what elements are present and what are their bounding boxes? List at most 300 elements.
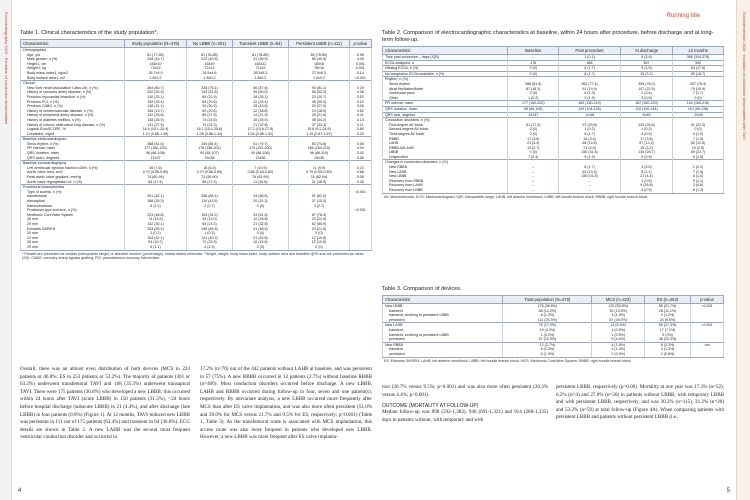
table-cell: 3 (1.3%) (592, 313, 645, 318)
table-cell: 17 (7.2%) (645, 328, 691, 333)
table-cell: 37 (33.3) (289, 123, 349, 128)
right-page-edge (736, 0, 750, 500)
table-cell: 0.42 (349, 151, 371, 156)
table-cell: 1.10 (0.86-1.45) (124, 132, 187, 137)
table2-footnote: AV: atrioventricular; ECG: electrocardiogram; IQR: interquartile range; LAHB: left anterior hemiblock; LBBB: left bundle branch block; RBBB: right bundle branch block (384, 194, 648, 199)
table-cell: 6 (1.3) (673, 188, 724, 193)
row-label: 29 mm (21, 245, 125, 250)
row-label: Sinus rhythm (383, 82, 508, 87)
table-cell: 96 (86-108) (124, 151, 187, 156)
table-cell: 165±10 (124, 62, 187, 67)
table-cell: 4 (3-6) (620, 55, 672, 61)
table-cell: 223 (46.8) (124, 213, 187, 218)
column-header: Total population (N=476) (503, 296, 592, 304)
table-cell: 0.98 (349, 53, 371, 58)
table-cell: <0.001 (349, 76, 371, 81)
table-cell: 1.9±0.2 (289, 76, 349, 81)
table3 (382, 295, 724, 358)
row-label: New York Heart Association Class ≥III, n (%) (21, 86, 125, 91)
table-cell: 72 (23.9) (187, 240, 232, 245)
table-cell: 14 (21.9) (232, 113, 289, 118)
table-cell: 307 (78.3) (673, 82, 724, 87)
row-label: Sinus rhythm, n (%) (21, 142, 125, 147)
table-cell: 106 (19.7) (124, 109, 187, 114)
table-cell: – (559, 179, 621, 184)
column-header: Study population (N=476) (124, 40, 187, 48)
column-header: Persistent LBBB (n=111) (289, 40, 349, 48)
row-label: Prosthesis type and size, n (%) (21, 208, 125, 213)
row-label: First-degree AV block (383, 123, 508, 128)
row-label: New LBBB (383, 174, 508, 179)
table-cell: 58 (12.2%) (503, 309, 592, 314)
table-cell: – (508, 174, 559, 179)
table-cell: 91 (82.0) (289, 194, 349, 199)
row-label: Time post procedure – days (IQR) (383, 55, 508, 61)
table-cell: – (508, 170, 559, 175)
table-cell: 129 (104-145) (559, 106, 621, 112)
table-cell: 150 (31.5) (559, 174, 621, 179)
table-cell: 19 (4.3%) (503, 328, 592, 333)
row-label: Weight1, kg (21, 66, 125, 71)
table-cell: 15±38 (187, 156, 232, 161)
table-cell: 55 (21.7%) (645, 304, 691, 309)
table-cell: 4 (0.9) (620, 132, 672, 137)
table-cell: 8 (1.7) (559, 132, 621, 137)
table-cell: 28 (21.6) (289, 113, 349, 118)
table-cell: 1 (0.6) (620, 179, 672, 184)
table-cell: 1 (0.2) (508, 96, 559, 101)
row-label: persistent (383, 352, 503, 357)
row-label: Previous PCI, n (%) (21, 100, 125, 105)
row-label: PR interval, msec (383, 101, 508, 107)
table-cell: 0 (0) (232, 245, 289, 250)
table-cell: 7 (10.9) (232, 166, 289, 171)
table-cell: 26.7±4.9 (124, 71, 187, 76)
table-cell: 24 (21.6) (289, 227, 349, 232)
table-cell: 0.19 (349, 100, 371, 105)
table-cell: 15.8 (9.2-24.5) (289, 127, 349, 132)
table-cell: 21 (4.4) (508, 141, 559, 146)
table-cell: 0.08 (349, 175, 371, 180)
table-cell: 37 (15.3) (289, 199, 349, 204)
table-cell: 12 (10.8) (289, 236, 349, 241)
table-cell: 74 (60-94) (124, 175, 187, 180)
table-cell: 120 (25.8) (620, 123, 672, 128)
table-cell: 0 (0) (673, 127, 724, 132)
row-label: Baseline echocardiography (21, 161, 125, 166)
row-label: transapical (21, 199, 125, 204)
row-label: Recovery from RBBB (383, 179, 508, 184)
table-cell: 39 (60.0) (232, 90, 289, 95)
outcome-subheading: OUTCOME (MORTALITY AT FOLLOW-UP) (382, 403, 479, 410)
row-label: Type of access, n (%) (21, 190, 125, 195)
row-label: Third-degree AV block (383, 132, 508, 137)
table-cell: 97 (20.8) (559, 123, 621, 128)
table-cell: 2 (0.9%) (592, 352, 645, 357)
table-cell: 120 (53.8%) (592, 304, 645, 309)
table-cell: 30 (13.5%) (592, 309, 645, 314)
table-cell: 1 (0.2) (124, 231, 187, 236)
right-body-para-2: Median follow-up was 898 (592-1,383), 946 (691-1,321) and 914 (288-1,335) days in patients without, with temporary and with (382, 409, 548, 423)
table-cell: 0 (0) (508, 91, 559, 96)
table-cell: 0.001 (349, 66, 371, 71)
table-cell: 79 (19.9) (673, 87, 724, 92)
row-label: Height1, cm (21, 62, 125, 67)
table-cell: 89 (29.6) (187, 100, 232, 105)
table-cell: 6 (1.3) (559, 91, 621, 96)
table-cell: 2 (0.7) (187, 204, 232, 209)
table-cell: 96 (86-108) (508, 106, 559, 112)
row-label: 20 mm (21, 231, 125, 236)
column-header: Transient LBBB (n=84) (232, 40, 289, 48)
left-page (12, 0, 380, 500)
table-cell: 7 (1.5) (673, 137, 724, 142)
table-cell: 12 (18.8) (232, 217, 289, 222)
table-cell: 1.8±0.2 (187, 76, 232, 81)
table-cell: 33 (51.6) (232, 213, 289, 218)
table-cell: 16 (3.4) (559, 137, 621, 142)
table-cell: 91 (23.3) (673, 123, 724, 128)
table-cell: – (508, 179, 559, 184)
table-cell: 467 (620, 60, 672, 66)
table-cell: 28 (11.1%) (645, 309, 691, 314)
table-cell: 184 (160-210) (673, 101, 724, 107)
table-cell: 0.14 (349, 118, 371, 123)
table-cell: 30 (27.0) (289, 104, 349, 109)
row-label: transient (383, 309, 503, 314)
left-body-column-1: Overall, there was an almost even distribution of both devices (MCS in 223 patients or 46.8%; ES in 253 patients or 53.2%). The majority of patients (301 or 63.2%) underwent transfemoral TAVI and 168 (35.3%) underwent transapical TAVI. There were 175 patients (36.8%) who developed a new LBBB; this occurred within 24 hours after TAVI (acute LBBB) in 150 patients (31.5%), <24 hours before hospital discharge (subacute LBBB) in 21 (4.4%), and after discharge (late LBBB) in four patients (0.8%) (Figure 1). At 12 months, TAVI-induced new LBBB was persistent in 111 out of 175 patients (63.4%) and transient in 64 (36.6%). ECG details are shown in Table 2. A new LAHB was the second most frequent ventricular conduction disorder and occurred in (20, 366, 190, 441)
table-cell: 24 (18.0) (289, 109, 349, 114)
table-cell: 6±45 (620, 112, 672, 118)
table-cell: 182 (160-210) (559, 101, 621, 107)
table-cell: 83 (74.8) (289, 142, 349, 147)
table-cell: 0.38 (349, 90, 371, 95)
table-cell: <0.001 (691, 304, 724, 309)
table-row (383, 352, 724, 357)
table-cell: 0 (0) (232, 204, 289, 209)
row-label: Conduction disorders, n (%) (383, 118, 508, 123)
table-cell: 95 (86-106) (232, 151, 289, 156)
table-cell: 119 (43.5) (187, 199, 232, 204)
table-cell: 168 (35.3) (124, 199, 187, 204)
column-header: p-value (349, 40, 371, 48)
table-cell: 17.2 (10.6-27.8) (232, 127, 289, 132)
table-cell: 6 (1.3%) (503, 352, 592, 357)
row-label: 23 mm (21, 236, 125, 241)
table-cell: 28 (43.8) (232, 104, 289, 109)
row-label: New LBBB (383, 304, 503, 309)
table-cell: 4 (1.3) (187, 245, 232, 250)
table-cell: 142 (30.1) (124, 222, 187, 227)
table-cell: 50 (12.8) (673, 141, 724, 146)
table-cell: 58 (17.9) (187, 180, 232, 185)
table-cell: 0 (0) (232, 231, 289, 236)
table-cell: 110 (95-136) (673, 106, 724, 112)
table-cell: 110 (23.1) (124, 95, 187, 100)
column-header: Baseline (508, 47, 559, 55)
table1 (20, 39, 372, 251)
table-cell: 175 (36.8%) (503, 304, 592, 309)
table-cell: 98 (88-110) (289, 151, 349, 156)
row-label: Recovery from LBBB (383, 188, 508, 193)
right-side-strip: EuroIntervention 2019 · Evolution of conduction abnormalities after TAVI (742, 12, 747, 140)
table3-footnote: ES: Edwards SAPIEN; LAHB: left anterior hemiblock; LBBB: left bundle branch block; MCS: Medtronic CoreValve System; RBBB: right bundle branch block (384, 358, 631, 363)
table-cell: 153 (51.8) (187, 90, 232, 95)
table-cell: 0.23 (349, 166, 371, 171)
table-cell: 73 (24.3) (187, 123, 232, 128)
row-label: Other (383, 96, 508, 101)
row-label: Body mass index1, kg/m2 (21, 71, 125, 76)
table-cell: 21 (18.9) (289, 180, 349, 185)
table-cell: 384 (80.7) (124, 86, 187, 91)
right-body-para-1: tion (20.7% versus 9.5%; p<0.001) and was also more often persistent (20.3% versus 4.4%; p<0.001). (382, 384, 548, 398)
table-cell: 12 (18.8) (232, 109, 289, 114)
table-cell: 71±15 (232, 66, 289, 71)
table-cell: 1.19 (0.87-1.57) (289, 132, 349, 137)
column-header: ES (n=253) (645, 296, 691, 304)
row-label: New RBBB (383, 165, 508, 170)
row-label: Baseline electrocardiogram (21, 137, 125, 142)
table-cell: 44 (68.8) (232, 194, 289, 199)
table-cell: <0.001 (349, 190, 371, 195)
left-body-column-2: 17.2% (n=76) out of the 442 patients without LAHB at baseline, and was persistent in 57 (75%). A new RBBB occurred in 12 patients (2.7%) without baseline RBBB (n=466). Most conduction disorders occurred before discharge. A new LBBB, LAHB and RBBB occurred during follow-up in four, seven and one patient(s), respectively. By univariate analysis, a new LBBB occurred more frequently after MCS than after ES valve implantation, and was also more often persistent (51.0% and 39.0% for MCS versus 21.7% and 9.5% for ES, respectively; p<0.001) (Table 1, Table 3). As the transfemoral route is associated with MCS implantation, this access route was also more frequent in patients who developed new LBBB. However, a new LBBB was more frequent after ES valve implanta- (200, 366, 372, 441)
row-label: persistent (383, 337, 503, 342)
table-cell: 81 (78-85) (232, 53, 289, 58)
row-label: New RBBB (383, 342, 503, 347)
table-cell: 83 (17.4) (124, 180, 187, 185)
column-header: No LBBB (n=301) (187, 40, 232, 48)
table-cell: 90 (81.1) (289, 86, 349, 91)
table-cell: 252 (52.9) (124, 90, 187, 95)
table-cell: 22 (34.4) (232, 100, 289, 105)
table1-footnote: * Parallel are presented as median (interquartile range) or absolute number (percentage), unless stated otherwise. ¹Height, weight, body mass index, body surface area and baseline QRS axis are presented as mean (SD). CABG: coronary artery bypass grafting; PCI: percutaneous coronary intervention. (22, 251, 364, 260)
table-cell: 0 (0) (508, 66, 559, 72)
table-cell: 81 (77-85) (124, 53, 187, 58)
table-cell: 10 (15.6) (232, 240, 289, 245)
row-label: New LAHB (383, 170, 508, 175)
table-cell: 0.09 (349, 57, 371, 62)
row-label: transfemoral (21, 194, 125, 199)
table-cell: 3 (0.6) (673, 183, 724, 188)
table-cell: 170 (152-200) (232, 146, 289, 151)
table-cell: 17 (3.6) (620, 137, 672, 142)
table-cell: 0 (0) (289, 231, 349, 236)
row-label: LAHB (383, 141, 508, 146)
table-cell: 89 (22.7) (673, 150, 724, 155)
table-cell: 159 (33.4) (124, 100, 187, 105)
table-cell: 160±8 (289, 62, 349, 67)
row-label: transient, evolving to persistent LBBB (383, 333, 503, 338)
column-header: p-value (691, 296, 724, 304)
table-cell: – (559, 188, 621, 193)
table-cell: 392 (673, 60, 724, 66)
row-label: Edwards SAPIEN (21, 227, 125, 232)
column-header: Post procedure (559, 47, 621, 55)
table-cell: 388 (81.5) (124, 142, 187, 147)
table-cell: 3 (1.2%) (645, 313, 691, 318)
row-label: Previous myocardial infarction, n (%) (21, 95, 125, 100)
table2-block (382, 30, 724, 200)
row-label: Demographics (21, 48, 125, 53)
table-cell: 48 (20.3%) (645, 337, 691, 342)
table-cell: 16.4 (10.1-25.4) (124, 127, 187, 132)
table-cell: 18 (6.0) (187, 166, 232, 171)
left-side-strip: Echocardiography 2019 · Evolution of conduction abnormalities (4, 12, 9, 125)
running-title: Running title (666, 13, 700, 19)
row-label: 29 mm (21, 222, 125, 227)
table-cell: 72±15 (187, 66, 232, 71)
table-cell: 2 (0.8%) (645, 352, 691, 357)
column-header: At discharge (620, 47, 672, 55)
table-cell: 64 (21.3) (187, 222, 232, 227)
table-cell: 89 (18.7) (673, 71, 724, 77)
table-cell: 12 (2.7%) (503, 342, 592, 347)
table-cell: 115 (100-144) (620, 106, 672, 112)
table-cell: 164±9 (187, 62, 232, 67)
table-cell: 94 (19.7) (124, 240, 187, 245)
table-cell: 20 (31.3) (232, 199, 289, 204)
table-cell: 0.38 (349, 180, 371, 185)
table-cell: 93 (30.9) (187, 104, 232, 109)
table-cell: 0.06 (349, 104, 371, 109)
row-label: 26 mm (21, 217, 125, 222)
table-cell: 134 (28.7) (620, 150, 672, 155)
row-label: Second-degree AV block (383, 127, 508, 132)
table-cell: 1.8±0.2 (232, 76, 289, 81)
table-cell: 177 (160-202) (124, 146, 187, 151)
table-cell: 0.70 (0.55-0.80) (289, 170, 349, 175)
table-cell: <0.001 (349, 208, 371, 213)
row-label: Body surface area1, m2 (21, 76, 125, 81)
table-cell: 65 (27.3%) (645, 323, 691, 328)
table-cell: 256 (85.1) (187, 194, 232, 199)
row-label: Atrial fibrillation/flutter (383, 87, 508, 92)
table-cell: 91 (19.4) (559, 87, 621, 92)
table-cell: 21 (32.8) (232, 222, 289, 227)
table-cell: 366 (304-378) (673, 55, 724, 61)
table-cell: 5 (1.1) (124, 245, 187, 250)
row-label: 26 mm (21, 240, 125, 245)
table-row (21, 245, 372, 250)
row-label: Changes in conduction disorders, n (%) (383, 160, 508, 165)
table-cell: 355 (76.0) (620, 82, 672, 87)
table-cell: 26.5±5.3 (232, 71, 289, 76)
table-cell: 84 (17.6) (673, 66, 724, 72)
table-cell: 76 (62-94) (289, 175, 349, 180)
table-cell: 1.04 (0.86-1.32) (232, 132, 289, 137)
table-cell: 0 (0) (508, 127, 559, 132)
table-cell: 2 (0.4) (620, 91, 672, 96)
table-cell: n/a (691, 342, 724, 347)
table-cell: 5 (1.1) (673, 179, 724, 184)
table-cell: 208 (43.7) (124, 57, 187, 62)
table-cell: 0.70 (0.55-0.80) (124, 170, 187, 175)
table-cell: 73±15 (124, 66, 187, 71)
table-cell: 87 (39.0%) (592, 318, 645, 323)
table-cell: 74 (15.5) (124, 217, 187, 222)
row-label: transient (383, 328, 503, 333)
table-cell: 15 (3.2) (620, 146, 672, 151)
row-label: New LAHB (383, 323, 503, 328)
column-header: Characteristic (383, 47, 508, 55)
column-header: 12 months (673, 47, 724, 55)
table-cell: 57 (12.2) (620, 141, 672, 146)
table-cell: 57 (12.9%) (503, 337, 592, 342)
table-cell: 122 (40.5) (187, 57, 232, 62)
table-cell: 1.08 (0.88-1.44) (187, 132, 232, 137)
table-cell: 26.5±4.8 (187, 71, 232, 76)
column-header: MCS (n=223) (592, 296, 645, 304)
table-cell: 73 (59-90) (187, 175, 232, 180)
row-label: Aortic valve area, cm2 (21, 170, 125, 175)
row-label: Creatinine, mg/dl (21, 132, 125, 137)
table-cell: 64 (13.4) (559, 170, 621, 175)
table-cell: 5 (1.1) (620, 170, 672, 175)
table-cell: 1 (0.2) (620, 127, 672, 132)
table-cell: 0.33 (349, 132, 371, 137)
table-cell: 13±36 (232, 156, 289, 161)
page-number-right: 5 (726, 488, 730, 494)
row-label: Logistic EuroSCORE, % (21, 127, 125, 132)
table-cell: 17 (3.6) (508, 137, 559, 142)
table-cell: 122 (25.6) (124, 113, 187, 118)
table-cell: 80 (78-85) (289, 53, 349, 58)
table-cell: 0 (0%) (645, 333, 691, 338)
table-cell: 198 (65.8) (187, 227, 232, 232)
table-cell: 0.06 (349, 142, 371, 147)
right-body-column-1 (382, 384, 548, 424)
table-cell: 0.001 (349, 62, 371, 67)
table-cell: 56 (87.6) (232, 86, 289, 91)
table-cell: 78±16 (289, 66, 349, 71)
table-cell: 362 (77.4) (559, 82, 621, 87)
table-cell: 15±35 (289, 156, 349, 161)
table-cell: 153 (32.1) (124, 236, 187, 241)
table-cell: 3 (2.7) (289, 204, 349, 209)
table-cell: 69 (22.9) (187, 95, 232, 100)
table-cell: 121 (40.2) (187, 236, 232, 241)
table-cell: 238 (79.1) (187, 86, 232, 91)
table-cell: 0 (0) (508, 71, 559, 77)
table-cell: 468 (559, 60, 621, 66)
right-body-column-2: persistent LBBB, respectively (p=0.08). Mortality at one year was 17.3% (n=52), 6.2% (n=4) and 27.0% (n=30) in patients without LBBB, with temporary LBBB and with persistent LBBB, respectively, and was 30.2% (n=115), 31.2% (n=20) and 53.2% (n=59) at total follow-up (Figure 4A). When comparing patients with persistent LBBB and patients without persistent LBBB (i.e., (556, 384, 724, 421)
table-cell: 21 (4.4) (620, 174, 672, 179)
row-label: Clinical (21, 81, 125, 86)
row-label: PR interval, msec (21, 146, 125, 151)
page-number-left: 4 (18, 488, 22, 494)
table3-block (382, 286, 724, 364)
row-label: History of diabetes mellitus, n (%) (21, 118, 125, 123)
table-cell: 81 (17.0) (508, 123, 559, 128)
table-cell: 4 (1.0) (673, 132, 724, 137)
table-cell: 38 (34.2) (289, 118, 349, 123)
table-cell: 6 (1.5) (673, 155, 724, 160)
right-page (378, 0, 736, 500)
row-label: ECGs analysed, n (383, 60, 508, 66)
table-cell: 10 (2.6) (673, 146, 724, 151)
table-cell: 1 (0.5%) (592, 328, 645, 333)
table-cell: 48 (39.0) (289, 100, 349, 105)
table-cell: 76 (17.2%) (503, 323, 592, 328)
table-cell: 3 (1.4%) (592, 347, 645, 352)
row-label: Medtronic CoreValve System (21, 213, 125, 218)
table-cell: 7 (1.7) (673, 91, 724, 96)
table-cell: 6 (1.3%) (503, 313, 592, 318)
row-label: Missing ECGs, n (%) (383, 66, 508, 72)
table-cell: 0.14 (349, 71, 371, 76)
table2-caption: Table 2. Comparison of electrocardiographic characteristics at baseline, within 24 hours after procedure, before discharge and at long-term follow-up. (382, 30, 714, 43)
table-cell: -2±48 (559, 112, 621, 118)
